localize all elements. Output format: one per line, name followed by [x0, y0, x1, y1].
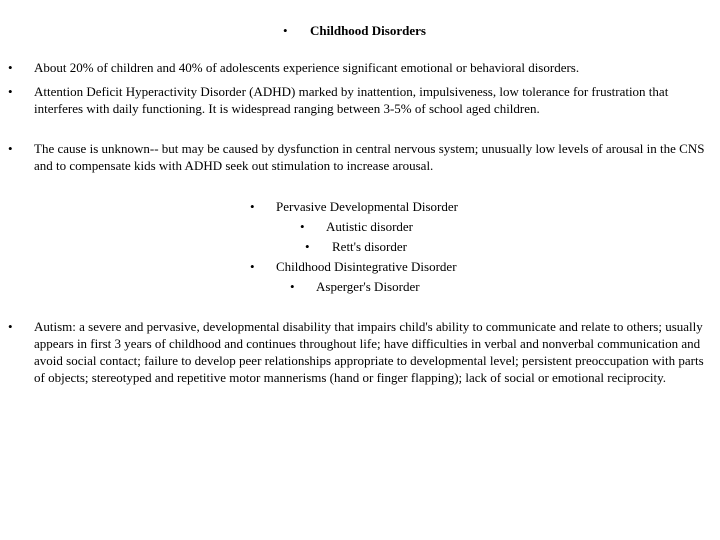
bullet-icon: •	[250, 199, 255, 214]
sublist-item	[305, 238, 407, 255]
sublist-item	[300, 218, 413, 235]
bullet-icon: •	[300, 219, 305, 234]
item-text: The cause is unknown-- but may be caused by dysfunction in central nervous system; unusually low levels of arousal in the CNS and to compensate kids with ADHD seek out stimulation to increase arousal.	[34, 141, 705, 173]
list-item-autism	[8, 318, 712, 386]
bullet-icon: •	[8, 60, 13, 75]
bullet-icon: •	[283, 23, 288, 38]
bullet-icon: •	[305, 239, 310, 254]
sublist-item	[290, 278, 420, 295]
item-text: Autism: a severe and pervasive, developmental disability that impairs child's ability to communicate and relate to others; usually appears in first 3 years of childhood and continues throughout life; have difficulties in verbal and nonverbal communication and avoid social contact; failure to develop peer relationships appropriate to developmental level; persistent preoccupation with parts of objects; stereotyped and repetitive motor mannerisms (hand or finger flapping); lack of social or emotional reciprocity.	[34, 319, 704, 385]
sublist-item-text: Asperger's Disorder	[316, 279, 420, 294]
sublist-item-text: Childhood Disintegrative Disorder	[276, 259, 457, 274]
list-item-cause	[8, 140, 712, 174]
bullet-icon: •	[8, 141, 13, 156]
sublist-item-text: Rett's disorder	[332, 239, 407, 254]
item-text: About 20% of children and 40% of adolescents experience significant emotional or behavioral disorders.	[34, 60, 580, 75]
bullet-icon: •	[290, 279, 295, 294]
bullet-icon: •	[8, 84, 13, 99]
sublist-item	[250, 258, 457, 275]
sublist-item-text: Autistic disorder	[326, 219, 414, 234]
list-item-adhd	[8, 83, 712, 117]
item-text: Attention Deficit Hyperactivity Disorder (ADHD) marked by inattention, impulsiveness, low tolerance for frustration that interferes with daily functioning. It is widespread ranging between 3-5% of school aged children.	[34, 84, 669, 116]
list-item-prevalence	[8, 59, 712, 76]
sublist-item	[250, 198, 458, 215]
page-title	[283, 22, 426, 39]
title-text: Childhood Disorders	[310, 23, 426, 38]
bullet-icon: •	[8, 319, 13, 334]
sublist-item-text: Pervasive Developmental Disorder	[276, 199, 458, 214]
bullet-icon: •	[250, 259, 255, 274]
